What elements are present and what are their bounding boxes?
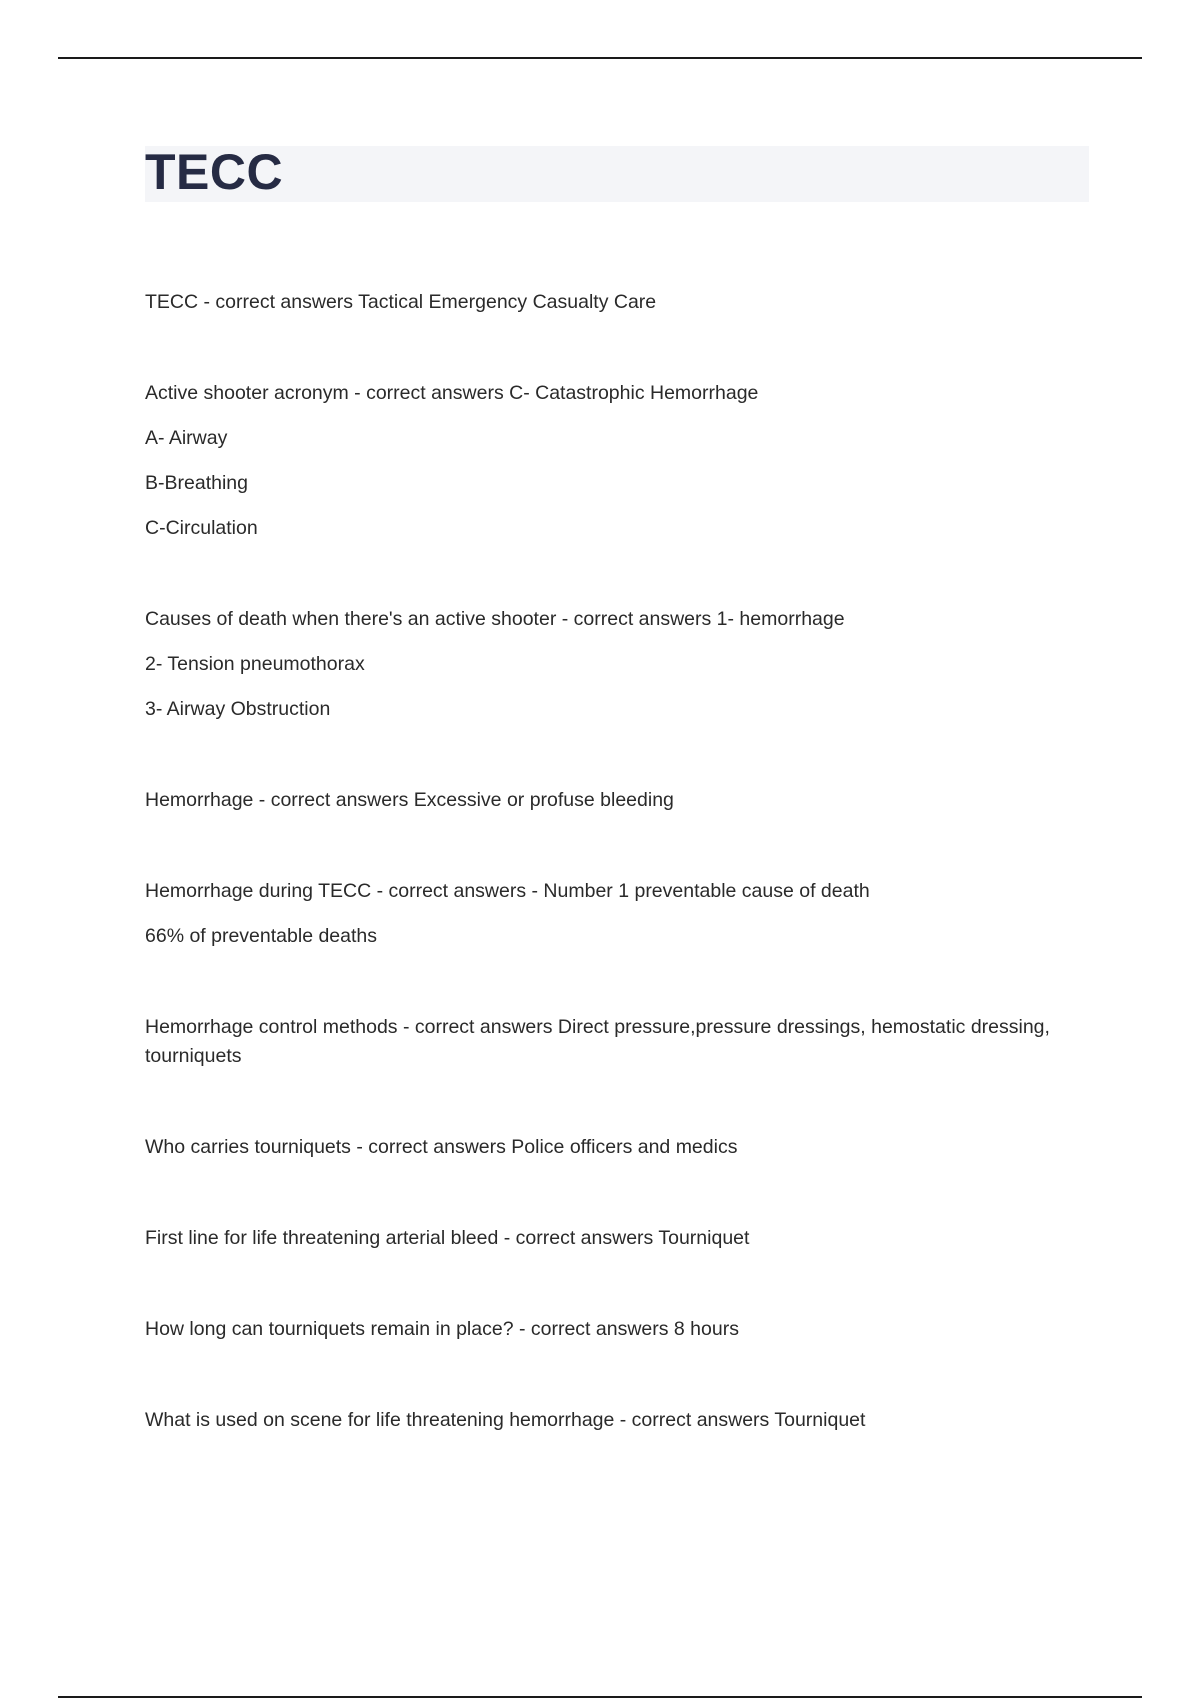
qa-line: Active shooter acronym - correct answers C- Catastrophic Hemorrhage [145, 382, 759, 404]
qa-entry [145, 379, 1090, 543]
qa-entry [145, 1406, 1090, 1435]
document-title: TECC [145, 144, 284, 200]
qa-entry [145, 786, 1090, 815]
qa-entry [145, 877, 1090, 951]
qa-line: 2- Tension pneumothorax [145, 653, 365, 675]
qa-line: First line for life threatening arterial bleed - correct answers Tourniquet [145, 1227, 750, 1249]
qa-line: What is used on scene for life threatening hemorrhage - correct answers Tourniquet [145, 1409, 866, 1431]
qa-entry [145, 1013, 1090, 1071]
bottom-rule [58, 1696, 1142, 1698]
qa-line: Who carries tourniquets - correct answers Police officers and medics [145, 1136, 738, 1158]
qa-line: Hemorrhage during TECC - correct answers - Number 1 preventable cause of death [145, 880, 870, 902]
qa-line: B-Breathing [145, 472, 248, 494]
qa-entry [145, 605, 1090, 724]
qa-list [145, 288, 1090, 1497]
top-rule [58, 57, 1142, 59]
qa-entry [145, 1315, 1090, 1344]
qa-line: Causes of death when there's an active shooter - correct answers 1- hemorrhage [145, 608, 845, 630]
qa-entry [145, 288, 1090, 317]
qa-line: Hemorrhage control methods - correct answers Direct pressure,pressure dressings, hemostatic dressing, tourniquets [145, 1016, 1050, 1067]
qa-line: C-Circulation [145, 517, 258, 539]
qa-entry [145, 1133, 1090, 1162]
qa-line: 3- Airway Obstruction [145, 698, 331, 720]
qa-line: 66% of preventable deaths [145, 925, 378, 947]
qa-entry [145, 1224, 1090, 1253]
qa-line: TECC - correct answers Tactical Emergency Casualty Care [145, 291, 657, 313]
qa-line: A- Airway [145, 427, 228, 449]
title-band [145, 146, 1089, 202]
qa-line: Hemorrhage - correct answers Excessive or profuse bleeding [145, 789, 674, 811]
qa-line: How long can tourniquets remain in place? - correct answers 8 hours [145, 1318, 739, 1340]
